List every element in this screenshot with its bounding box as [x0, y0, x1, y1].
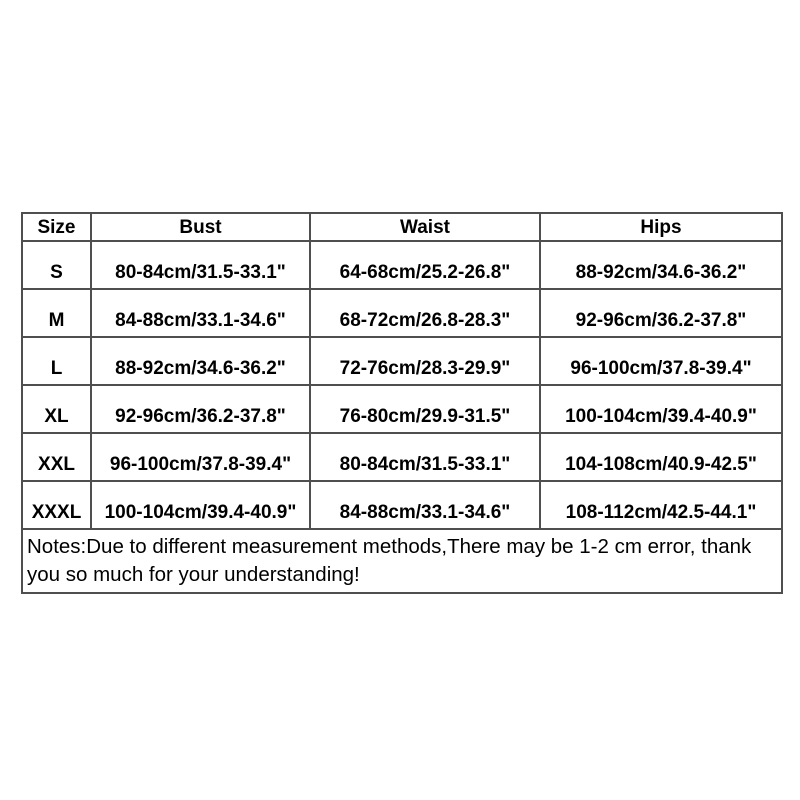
hips-value: 108-112cm/42.5-44.1": [540, 481, 782, 529]
size-label: XXL: [22, 433, 91, 481]
bust-value: 96-100cm/37.8-39.4": [91, 433, 310, 481]
column-header-bust: Bust: [91, 213, 310, 241]
bust-value: 80-84cm/31.5-33.1": [91, 241, 310, 289]
bust-value: 92-96cm/36.2-37.8": [91, 385, 310, 433]
bust-value: 88-92cm/34.6-36.2": [91, 337, 310, 385]
table-row-xxxl: [22, 481, 782, 529]
size-label: S: [22, 241, 91, 289]
hips-value: 104-108cm/40.9-42.5": [540, 433, 782, 481]
hips-value: 100-104cm/39.4-40.9": [540, 385, 782, 433]
size-label: L: [22, 337, 91, 385]
column-header-size: Size: [22, 213, 91, 241]
table-row-m: [22, 289, 782, 337]
size-label: XXXL: [22, 481, 91, 529]
table-row-xxl: [22, 433, 782, 481]
notes-row: [22, 529, 782, 593]
notes-text: Notes:Due to different measurement methods,There may be 1-2 cm error, thank you so much for your understanding!: [22, 529, 782, 593]
size-chart-table: [21, 212, 783, 594]
waist-value: 72-76cm/28.3-29.9": [310, 337, 540, 385]
waist-value: 76-80cm/29.9-31.5": [310, 385, 540, 433]
size-label: XL: [22, 385, 91, 433]
waist-value: 80-84cm/31.5-33.1": [310, 433, 540, 481]
bust-value: 84-88cm/33.1-34.6": [91, 289, 310, 337]
column-header-waist: Waist: [310, 213, 540, 241]
size-label: M: [22, 289, 91, 337]
table-row-s: [22, 241, 782, 289]
bust-value: 100-104cm/39.4-40.9": [91, 481, 310, 529]
waist-value: 84-88cm/33.1-34.6": [310, 481, 540, 529]
waist-value: 68-72cm/26.8-28.3": [310, 289, 540, 337]
hips-value: 88-92cm/34.6-36.2": [540, 241, 782, 289]
table-row-xl: [22, 385, 782, 433]
column-header-hips: Hips: [540, 213, 782, 241]
hips-value: 92-96cm/36.2-37.8": [540, 289, 782, 337]
waist-value: 64-68cm/25.2-26.8": [310, 241, 540, 289]
hips-value: 96-100cm/37.8-39.4": [540, 337, 782, 385]
header-row: [22, 213, 782, 241]
table-row-l: [22, 337, 782, 385]
